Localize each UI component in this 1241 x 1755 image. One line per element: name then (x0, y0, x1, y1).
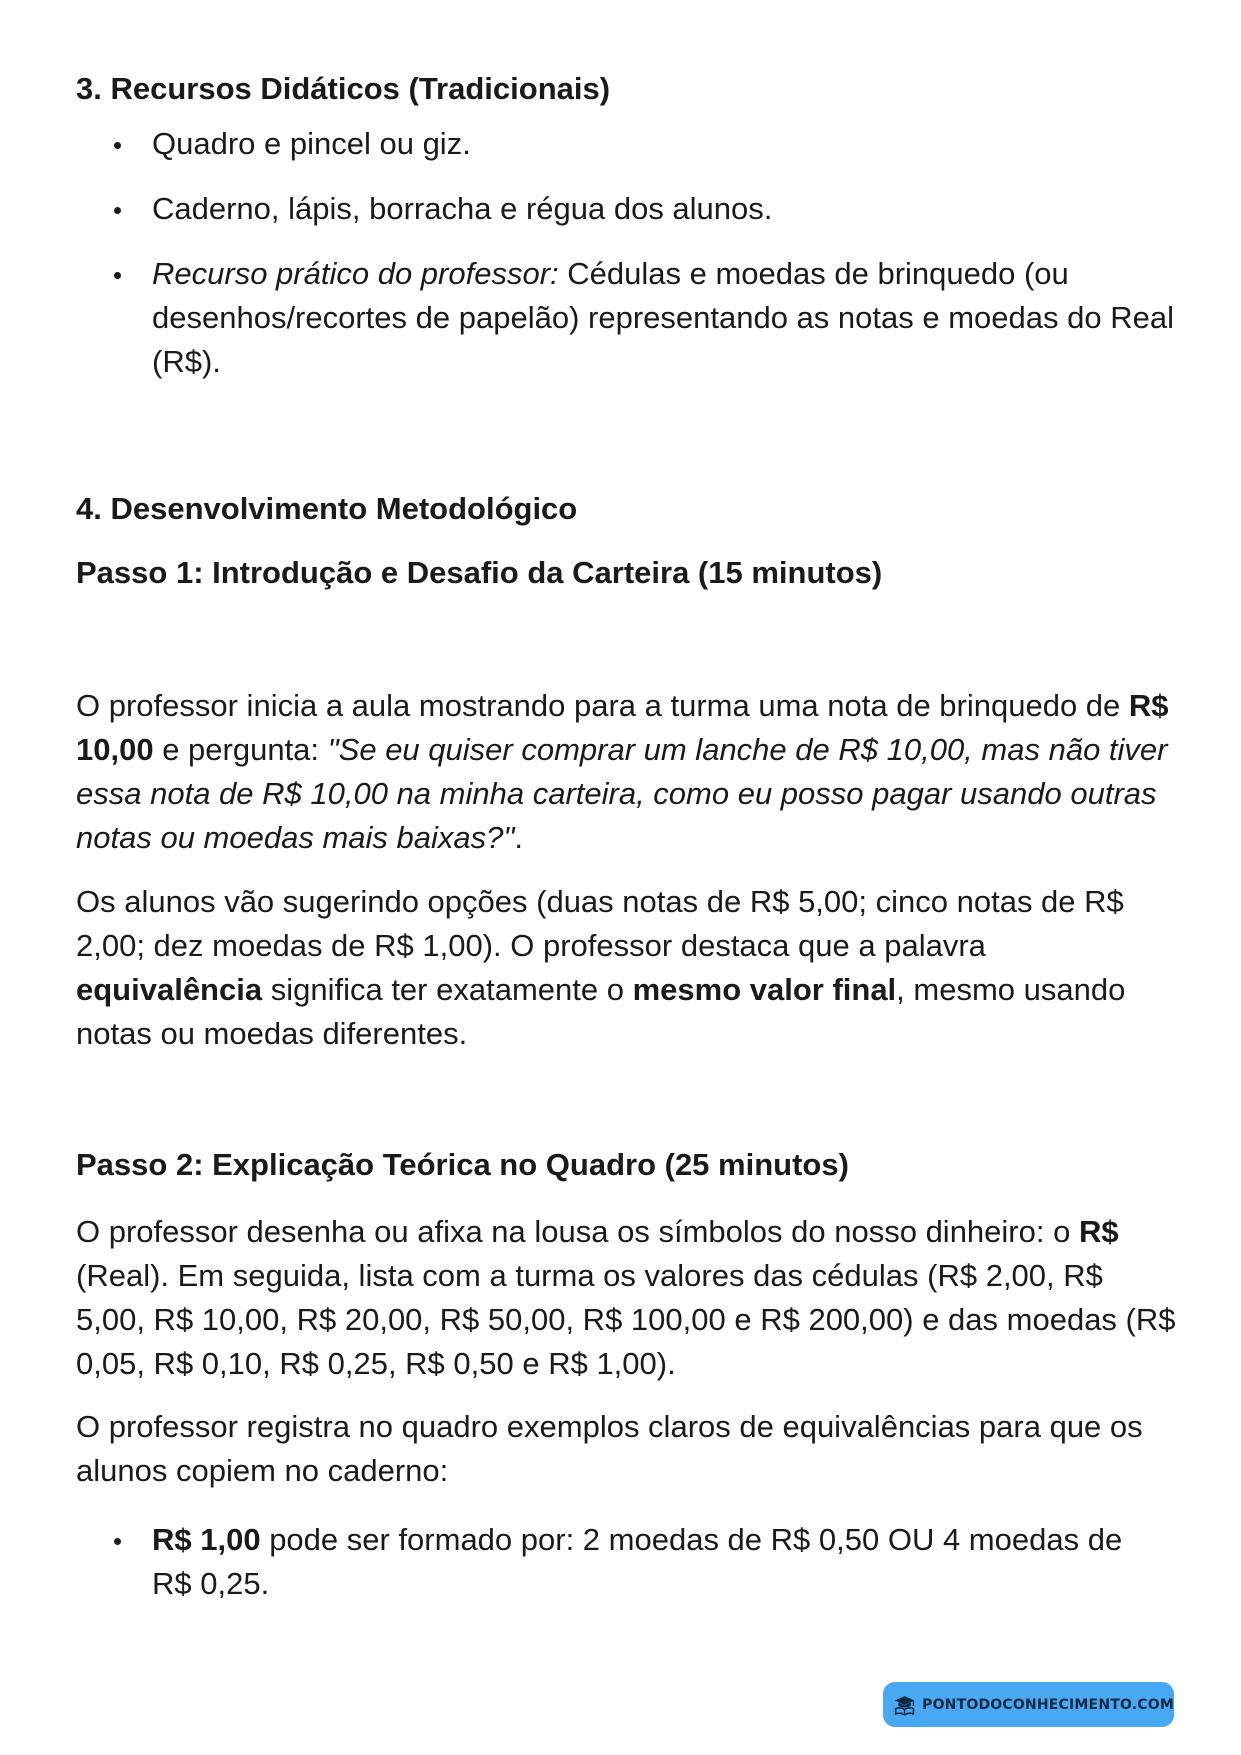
bold-run: R$ (1078, 1214, 1119, 1249)
text-run: e pergunta: (153, 732, 328, 767)
step-2-paragraph-2 (76, 1405, 1166, 1493)
text-run: O professor inicia a aula mostrando para a turma uma nota de brinquedo de (76, 688, 1129, 723)
list-item (76, 122, 1166, 166)
step-1-paragraph-1 (76, 684, 1176, 860)
list-item (76, 252, 1192, 384)
text-run: O professor desenha ou afixa na lousa os símbolos do nosso dinheiro: o (76, 1214, 1079, 1249)
site-brand-badge[interactable] (883, 1682, 1174, 1727)
list-item (76, 187, 1166, 231)
graduation-cap-book-icon (893, 1692, 916, 1718)
bold-run: R$ 10,00 (76, 688, 1169, 767)
list-item-lead: Recurso prático do professor: (152, 256, 559, 291)
list-item-text: Caderno, lápis, borracha e régua dos alunos. (152, 191, 773, 226)
text-run: significa ter exatamente o (262, 972, 633, 1007)
step-1-paragraph-2 (76, 880, 1176, 1056)
list-item (76, 1518, 1166, 1606)
resources-list (76, 122, 1174, 384)
list-item-text: Cédulas e moedas de brinquedo (ou desenhos/recortes de papelão) representando as notas e moedas do Real (R$). (152, 256, 1174, 379)
section-4-heading: 4. Desenvolvimento Metodológico (76, 491, 578, 526)
list-item-bold: R$ 1,00 (152, 1522, 261, 1557)
equivalence-list (76, 1518, 1166, 1606)
italic-quote: "Se eu quiser comprar um lanche de R$ 10,00, mas não tiver essa nota de R$ 10,00 na minha carteira, como eu posso pagar usando outras notas ou moedas mais baixas?" (76, 732, 1168, 855)
text-run: O professor registra no quadro exemplos claros de equivalências para que os alunos copiem no caderno: (76, 1409, 1143, 1488)
step-1-heading: Passo 1: Introdução e Desafio da Carteira (15 minutos) (76, 555, 883, 590)
step-2-paragraph-1 (76, 1210, 1176, 1386)
text-run: . (514, 820, 523, 855)
list-item-text: pode ser formado por: 2 moedas de R$ 0,50 OU 4 moedas de R$ 0,25. (152, 1522, 1123, 1601)
section-3-heading: 3. Recursos Didáticos (Tradicionais) (76, 71, 611, 106)
text-run: , mesmo usando notas ou moedas diferentes. (76, 972, 1126, 1051)
bold-run: equivalência (76, 972, 263, 1007)
bold-run: mesmo valor final (632, 972, 897, 1007)
text-run: (Real). Em seguida, lista com a turma os valores das cédulas (R$ 2,00, R$ 5,00, R$ 10,00, R$ 20,00, R$ 50,00, R$ 100,00 e R$ 200,00) e das moedas (R$ 0,05, R$ 0,10, R$ 0,25, R$ 0,50 e R$ 1,00). (76, 1258, 1176, 1381)
step-2-heading: Passo 2: Explicação Teórica no Quadro (25 minutos) (76, 1147, 849, 1182)
list-item-text: Quadro e pincel ou giz. (152, 126, 471, 161)
text-run: Os alunos vão sugerindo opções (duas notas de R$ 5,00; cinco notas de R$ 2,00; dez moedas de R$ 1,00). O professor destaca que a palavra (76, 884, 1124, 963)
site-brand-text: PONTODOCONHECIMENTO.COM (922, 1696, 1174, 1713)
